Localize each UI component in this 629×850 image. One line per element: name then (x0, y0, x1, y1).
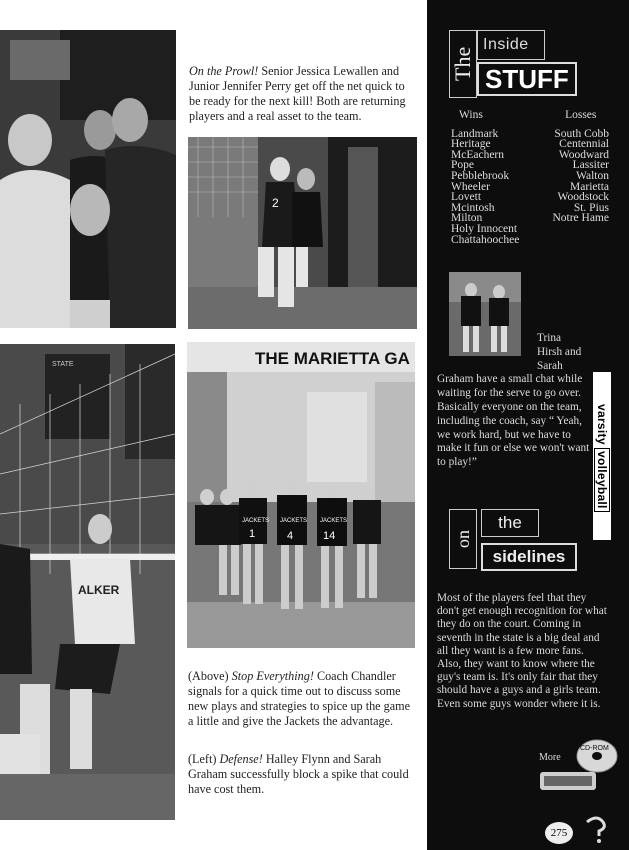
win-item: Heritage (451, 138, 491, 151)
caption-rest: Graham have a small chat while waiting for the serve to go over. Basically everyone on the team, including the coach, say “ Yeah, we work hard, but we have to make it fun or else we won't want to play!” (437, 373, 590, 469)
wins-column (451, 110, 519, 245)
win-item: Milton (451, 212, 483, 225)
loss-item: Walton (576, 169, 609, 182)
loss-item: Woodstock (557, 191, 609, 204)
varsity-label: varsity (595, 403, 609, 445)
sidelines-body-text: Most of the players feel that they don't get enough recognition for what they do on the court. Coming in seventh in the state is a big deal and all they want is a few more fans. Also, they want to know where the guy's team is. It's only fair that they should have a guys and a girls team. Even some guys wonder where it is. (437, 592, 607, 710)
jersey-number-2: 4 (287, 530, 294, 542)
sidebar (427, 0, 629, 850)
win-item: Holy Innocent (451, 222, 518, 235)
caption-stop-everything (188, 669, 418, 729)
on-vertical-label: on (449, 509, 477, 569)
volleyball-label: volleyball (594, 448, 610, 512)
cd-rom-text: CD-ROM (580, 745, 609, 752)
wall-board-text: STATE (52, 361, 74, 368)
loss-item: Lassiter (572, 159, 609, 172)
caption-prefix: (Above) (188, 669, 232, 683)
caption-defense (188, 752, 418, 797)
win-item: Pope (451, 159, 474, 172)
caption-prefix: (Left) (188, 752, 220, 766)
caption-title: On the Prowl! (189, 64, 259, 78)
losses-column (552, 110, 609, 224)
jersey-walker-text: ALKER (78, 583, 120, 597)
win-item: Pebblebrook (451, 169, 510, 182)
coach-huddle-image (0, 30, 176, 328)
caption-text: Coach Chandler signals for a quick time out to discuss some new plays and strategies to spice up the game a little and give the Jackets the advantage. (188, 669, 411, 728)
cd-logo-icon (540, 772, 596, 790)
caption-text: Senior Jessica Lewallen and Junior Jennifer Perry get off the net quick to be ready for the next kill! Both are returning players and a real asset to the team. (189, 64, 406, 123)
the-label: the (481, 509, 539, 537)
losses-header: Losses (565, 109, 597, 121)
block-spike-image (0, 344, 175, 820)
question-mark-icon (579, 814, 615, 844)
stuff-label: STUFF (477, 62, 577, 96)
photo-players-net (188, 137, 417, 329)
loss-item: Marietta (570, 180, 609, 193)
jersey-number-3: 14 (323, 530, 336, 542)
caption-line: Trina (537, 332, 562, 344)
cd-rom-icon (569, 738, 619, 774)
win-item: Wheeler (451, 180, 490, 193)
caption-text: Halley Flynn and Sarah Graham successfully block a spike that could have cost them. (188, 752, 409, 796)
win-item: Chattahoochee (451, 233, 520, 246)
jersey-number-1: 1 (249, 528, 256, 540)
caption-title: Defense! (219, 752, 263, 766)
loss-item: St. Pius (573, 201, 609, 214)
more-label: More (539, 752, 561, 763)
jersey-team-1: JACKETS (242, 518, 270, 524)
the-vertical-label: The (449, 30, 477, 98)
on-the-sidelines-heading (449, 509, 577, 581)
timeout-huddle-image (187, 342, 415, 648)
inside-stuff-heading (449, 30, 577, 102)
jersey-team-3: JACKETS (320, 518, 348, 524)
wins-header: Wins (459, 109, 483, 121)
photo-timeout-huddle (187, 342, 415, 648)
photo-block-spike (0, 344, 175, 820)
caption-title: Stop Everything! (231, 669, 314, 683)
loss-item: Woodward (558, 148, 609, 161)
caption-line: Sarah (537, 359, 563, 372)
page-number: 275 (545, 822, 573, 844)
jersey-team-2: JACKETS (280, 518, 308, 524)
win-item: Landmark (451, 127, 499, 140)
loss-item: Notre Hame (552, 212, 609, 225)
sidelines-label: sidelines (481, 543, 577, 571)
caption-on-the-prowl (189, 64, 419, 124)
varsity-volleyball-tab (593, 372, 611, 540)
players-net-image (188, 137, 417, 329)
small-chat-caption (437, 332, 597, 470)
caption-line: Hirsh and (537, 345, 582, 358)
loss-item: South Cobb (554, 127, 609, 140)
photo-coach-huddle (0, 30, 176, 328)
win-item: Lovett (451, 191, 482, 204)
loss-item: Centennial (559, 138, 609, 151)
gym-banner-text: THE MARIETTA GA (255, 349, 410, 368)
win-item: McEachern (451, 148, 504, 161)
win-item: Mcintosh (451, 201, 495, 214)
inside-label: Inside (477, 30, 545, 60)
jersey-number-text: 2 (272, 196, 279, 210)
